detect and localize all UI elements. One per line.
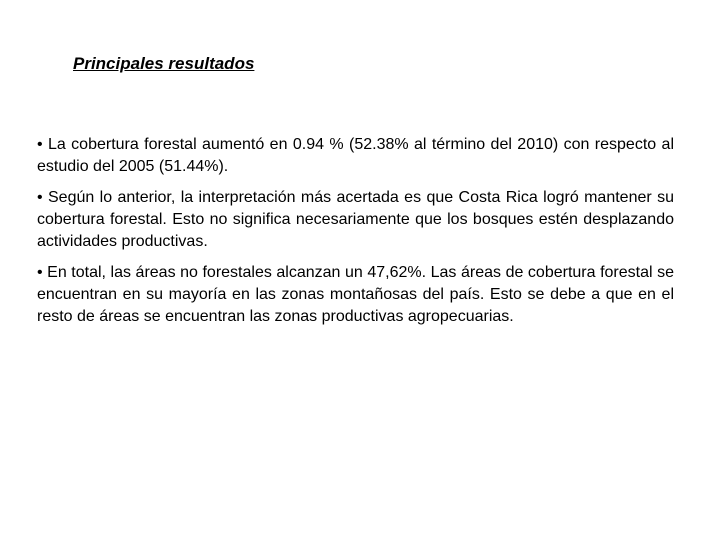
bullet-item-non-forest-areas: • En total, las áreas no forestales alcanzan un 47,62%. Las áreas de cobertura forestal se encuentran en su mayoría en las zonas montañosas del país. Esto se debe a que en el resto de áreas se encuentran las zonas productivas agropecuarias. bbox=[37, 264, 674, 325]
slide-title: Principales resultados bbox=[73, 54, 255, 73]
bullet-item-interpretation: • Según lo anterior, la interpretación más acertada es que Costa Rica logró mantener su cobertura forestal. Esto no significa necesariamente que los bosques estén desplazando actividades productivas. bbox=[37, 189, 674, 250]
bullet-list bbox=[37, 134, 674, 337]
bullet-item-forest-cover-increase: • La cobertura forestal aumentó en 0.94 % (52.38% al término del 2010) con respecto al estudio del 2005 (51.44%). bbox=[37, 136, 674, 175]
